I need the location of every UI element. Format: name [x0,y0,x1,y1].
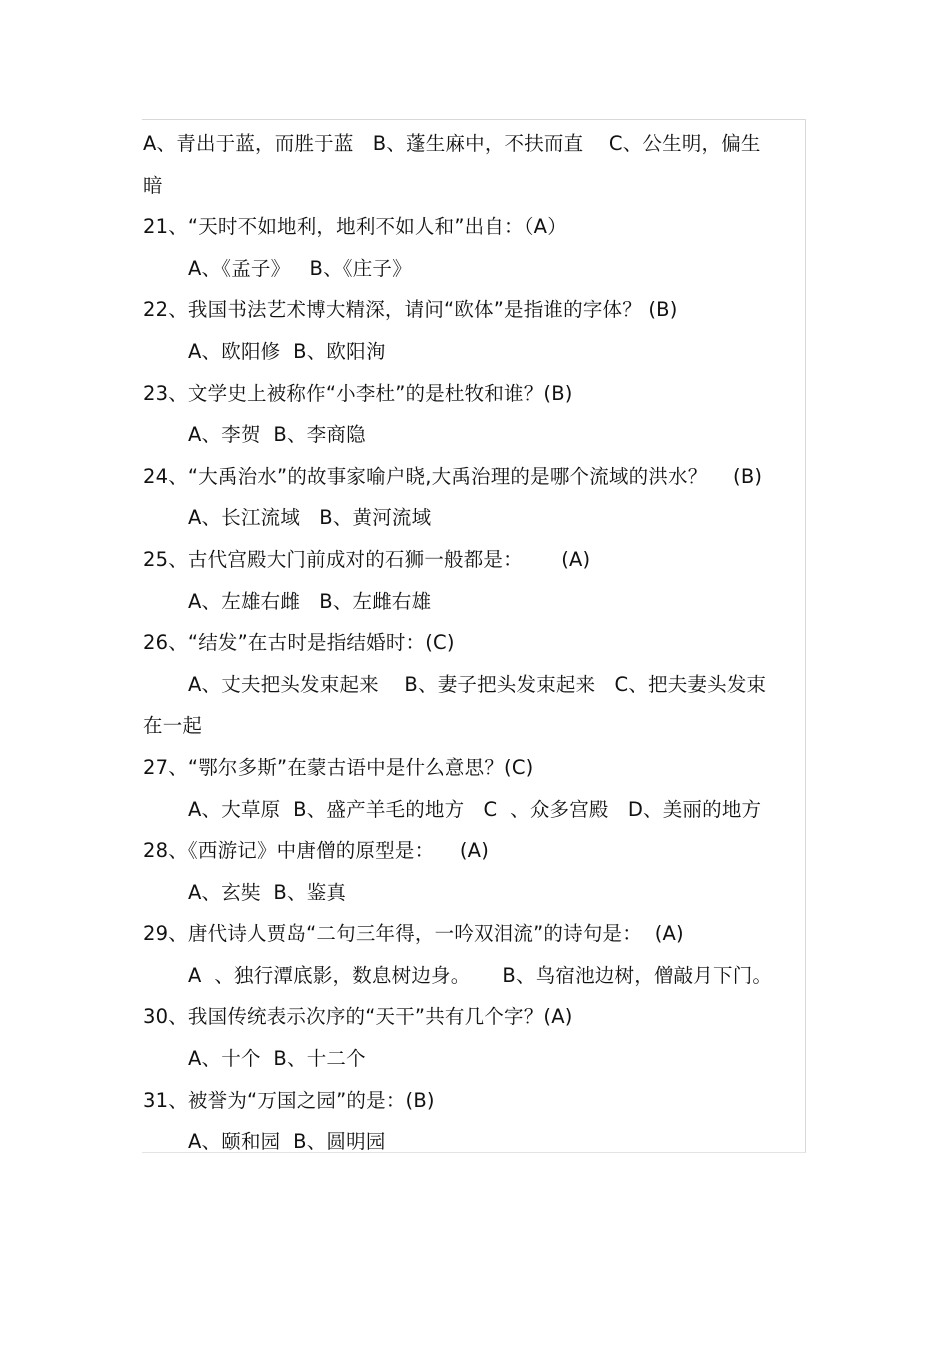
question-26: 26、“结发”在古时是指结婚时：(C) [143,631,455,655]
question-24: 24、“大禹治水”的故事家喻户晓,大禹治理的是哪个流域的洪水？ (B) [143,464,763,488]
question-28: 28、《西游记》中唐僧的原型是： (A) [143,839,490,863]
answer-options-31: A、颐和园 B、圆明园 [188,1130,386,1154]
answer-options-26: A、丈夫把头发束起来 B、妻子把头发束起来 C、把夫妻头发束 [188,672,767,696]
question-31: 31、被誉为“万国之园”的是：(B) [143,1088,435,1112]
question-30: 30、我国传统表示次序的“天干”共有几个字？(A) [143,1005,573,1029]
answer-options-28: A、玄奘 B、鉴真 [188,880,347,904]
answer-options-27: A、大草原 B、盛产羊毛的地方 C 、众多宫殿 D、美丽的地方 [188,797,762,821]
answer-options-21: A、《孟子》 B、《庄子》 [188,256,412,280]
answer-options-29: A 、独行潭底影，数息树边身。 B、鸟宿池边树，僧敲月下门。 [188,963,773,987]
text-line: 暗 [143,173,163,197]
question-25: 25、古代宫殿大门前成对的石狮一般都是： (A) [143,547,591,571]
question-27: 27、“鄂尔多斯”在蒙古语中是什么意思？(C) [143,755,534,779]
question-21: 21、“天时不如地利，地利不如人和”出自：（A） [143,215,567,239]
question-22: 22、我国书法艺术博大精深，请问“欧体”是指谁的字体？ (B) [143,298,678,322]
answer-options-23: A、李贺 B、李商隐 [188,423,366,447]
question-29: 29、唐代诗人贾岛“二句三年得，一吟双泪流”的诗句是： (A) [143,922,684,946]
answer-options-26-continued: 在一起 [143,714,203,738]
question-23: 23、文学史上被称作“小李杜”的是杜牧和谁？(B) [143,381,573,405]
text-line: A、青出于蓝，而胜于蓝 B、蓬生麻中，不扶而直 C、公生明，偏生 [143,132,761,155]
answer-options-30: A、十个 B、十二个 [188,1047,366,1071]
document-content [143,123,807,1163]
answer-options-24: A、长江流域 B、黄河流域 [188,506,432,530]
answer-options-22: A、欧阳修 B、欧阳洵 [188,339,386,363]
answer-options-25: A、左雄右雌 B、左雌右雄 [188,589,432,613]
